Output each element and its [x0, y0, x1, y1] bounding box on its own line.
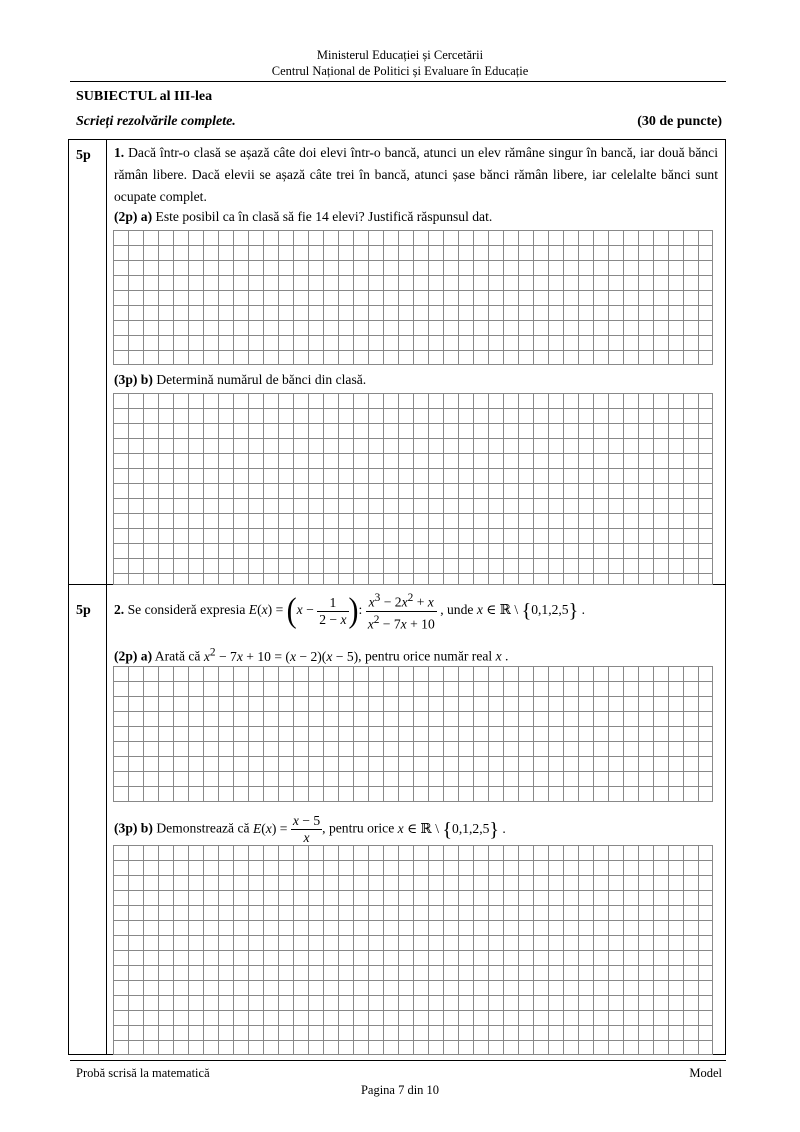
problem1-statement: [114, 142, 718, 208]
problem2-score: 5p: [76, 603, 91, 618]
problem2-part-a-answer-grid[interactable]: [113, 666, 713, 802]
table-top-border: [68, 139, 726, 140]
ministry-header: Ministerul Educației și Cercetării: [316, 48, 484, 62]
center-header: Centrul Național de Politici și Evaluare în Educație: [271, 64, 529, 78]
problem1-part-b-answer-grid[interactable]: [113, 393, 713, 585]
header-rule: [70, 81, 726, 82]
section-title: SUBIECTUL al III-lea: [76, 89, 213, 104]
problem1-part-b-points: (3p) b): [114, 372, 153, 387]
problem1-number: 1.: [114, 145, 125, 160]
problem1-text: Dacă într-o clasă se așază câte doi elevi într-o bancă, atunci un elev rămâne singur în bancă, iar două bănci rămân libere. Dacă elevii se așază câte trei în bancă, atunci șase bănci rămân libere, iar celelalte bănci sunt ocupate complet.: [114, 145, 718, 204]
problem2-part-a-suffix: , pentru orice număr real: [358, 648, 493, 664]
problem2-part-b-suffix: , pentru orice: [322, 820, 395, 836]
problem2-part-b-points: (3p) b): [114, 820, 153, 836]
fraction-x-minus-5-over-x: $\frac{x - 5}{x}$: [292, 813, 321, 845]
fraction-polynomial: $\frac{x^3 - 2x^2 + x}{x^2 - 7x + 10}$: [367, 592, 435, 632]
problem1-part-b: [114, 369, 718, 391]
footer-right: Model: [689, 1066, 722, 1080]
simplified-expression: E(x) = $\frac{x - 5}{x}$: [252, 813, 321, 845]
variable-x: x .: [495, 648, 509, 664]
table-score-divider: [106, 139, 107, 1054]
problem2-part-b: [114, 813, 724, 846]
problem1-score: 5p: [76, 148, 91, 163]
problem2-suffix: , unde: [440, 602, 474, 618]
problem2-part-a-points: (2p) a): [114, 648, 153, 664]
table-left-border: [68, 139, 69, 1054]
footer-left: Probă scrisă la matematică: [76, 1066, 210, 1080]
domain-expression-2: x ∈ ℝ \ {0,1,2,5} .: [397, 818, 506, 841]
factorization-identity: $x^2 - 7x + 10 = (x - 2)(x - 5)$: [203, 646, 359, 664]
domain-expression: x ∈ ℝ \ {0,1,2,5} .: [476, 600, 586, 623]
problem1-part-a-points: (2p) a): [114, 209, 153, 224]
section-instructions: Scrieți rezolvările complete.: [76, 114, 236, 129]
problem2-part-b-prefix: Demonstrează că: [156, 820, 250, 836]
problem2-number: 2.: [114, 602, 125, 618]
fraction-1-over-2-minus-x: $\frac{1}{2 - x}$: [319, 594, 347, 627]
problem1-part-a-answer-grid[interactable]: [113, 230, 713, 365]
section-points: (30 de puncte): [637, 114, 722, 129]
problem2-part-a-prefix: Arată că: [154, 648, 201, 664]
expression-definition: E(x) = (x − $\frac{1}{2 - x}$ ): $\frac{x^3 - 2x^2 + x}{x^2 - 7x + 10}$: [248, 591, 435, 632]
page-number: Pagina 7 din 10: [360, 1083, 440, 1097]
table-right-border: [725, 139, 726, 1054]
problem2-part-b-answer-grid[interactable]: [113, 845, 713, 1055]
problem2-statement: [114, 590, 724, 632]
problem1-part-a-text: Este posibil ca în clasă să fie 14 elevi? Justifică răspunsul dat.: [155, 209, 493, 224]
problem2-text: Se consideră expresia: [127, 602, 246, 618]
problem2-part-a: [114, 641, 724, 668]
problem1-part-a: [114, 206, 718, 228]
footer-rule: [70, 1060, 726, 1061]
problem1-part-b-text: Determină numărul de bănci din clasă.: [156, 372, 367, 387]
